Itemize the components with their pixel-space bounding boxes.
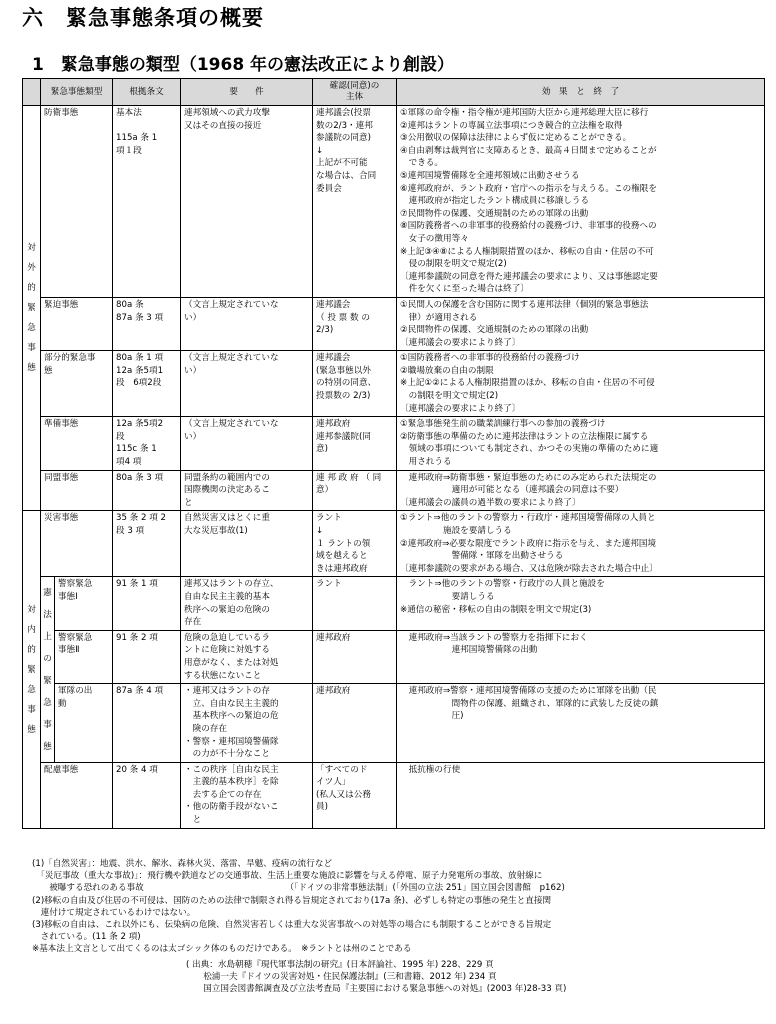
sources: ( 出典：水島朝穂『現代軍事法制の研究』(日本評論社、1995 年) 228、229 頁 松浦一夫『ドイツの災害対処・住民保護法制』(三和書籍、2012 年) 234 頁 国立国会図書館調査及び立法考査局『主要国における緊急事態への対処』(2003 年)28-33 頁) [186, 960, 567, 994]
row-type: 軍隊の出 動 [55, 684, 113, 763]
row-requirement: 危険の急迫しているラ ントに危険に対処する 用意がなく、または対処 する状態にないこと [181, 630, 313, 683]
row-requirement: （文言上規定されていな い） [181, 417, 313, 470]
group-internal-label: 対 内 的 緊 急 事 態 [23, 511, 41, 828]
row-article: 80a 条 1 項 12a 条5項1 段 6項2段 [113, 351, 181, 417]
row-consent: ラント [313, 577, 397, 630]
row-effect: ①緊急事態発生前の職業訓練行事への参加の義務づけ ②防衛事態の準備のために連邦法律はラントの立法権限に属する 領域の事項についても制定され、かつその実施の準備のために適 用されうる [397, 417, 765, 470]
row-type: 準備事態 [41, 417, 113, 470]
row-effect: 抵抗権の行使 [397, 762, 765, 828]
table-row [23, 684, 765, 763]
row-consent: 連邦政府 [313, 684, 397, 763]
row-article: 87a 条 4 項 [113, 684, 181, 763]
row-type: 災害事態 [41, 511, 113, 577]
row-article: 35 条 2 項 2 段 3 項 [113, 511, 181, 577]
row-type: 配慮事態 [41, 762, 113, 828]
row-effect: ①民間人の保護を含む国防に関する連邦法律（個別的緊急事態法 律）が適用される ②民間物件の保護、交通規制のための軍隊の出動 〔連邦議会の要求により終了〕 [397, 297, 765, 350]
table-row [23, 511, 765, 577]
table-row [23, 297, 765, 350]
row-type: 警察緊急 事態Ⅱ [55, 630, 113, 683]
header-type: 緊急事態類型 [41, 79, 113, 106]
subgroup-constitutional-label: 憲 法 上 の 緊 急 事 態 [41, 577, 55, 762]
footnotes: (1)「自然災害」：地震、洪水、解氷、森林火災、落雷、旱魃、疫病の流行など 「災厄事故（重大な事故)」：飛行機や鉄道などの交通事故、生活上重要な施設に影響を与える停電、原子力発電所の事故、放射線に 被曝する恐れのある事故 （「ドイツの非常事態法制」(「外国の立法 251」国立国会図書館 p162) (2)移転の自由及び住居の不可侵は、国防のための法律で制限され得る旨規定されており(17a 条)、必ずしも特定の事態の発生と直接関 連付けて規定されているわけではない。 (3)移転の自由は、これ以外にも、伝染病の危険、自然災害若しくは重大な災害事故への対処等の場合にも制限することができる旨規定 されている。(11 条 2 項) ※基本法上文言として出てくるのは太ゴシック体のものだけである。 ※ラントとは州のことである [32, 859, 565, 955]
row-requirement: ・この秩序［自由な民主 主義的基本秩序］を除 去する企ての存在 ・他の防衛手段がないこ と [181, 762, 313, 828]
section-heading: 六 緊急事態条項の概要 [22, 6, 264, 30]
row-consent: 連邦議会 (緊急事態以外 の特別の同意、 投票数の 2/3) [313, 351, 397, 417]
table-row [23, 351, 765, 417]
row-consent: 連邦議会 （ 投 票 数 の 2/3) [313, 297, 397, 350]
row-effect: ①軍隊の命令権・指令権が連邦国防大臣から連邦総理大臣に移行 ②連邦はラントの専属立法事項につき競合的立法権を取得 ③公用徴収の保障は法律によらず仮に定めることができる。 ④自由剥奪は裁判官に支障あるとき、最高４日間まで定めることが できる。 ⑤連邦国境警備隊を全連邦領域に出動させうる ⑥連邦政府が、ラント政府・官庁への指示を与えうる。この権限を 連邦政府が指定したラント構成員に移譲しうる ⑦民間物件の保護、交通規制のための軍隊の出動 ⑧国防義務者への非軍事的役務給付の義務づけ、非軍事的役務への 女子の徴用等々 ※上記③④⑧による人権制限措置のほか、移転の自由・住居の不可 侵の制限を明文で規定(2) 〔連邦参議院の同意を得た連邦議会の要求により、又は事態認定要 件を欠くに至った場合は終了〕 [397, 106, 765, 298]
row-requirement: 連邦又はラントの存立、 自由な民主主義的基本 秩序への緊迫の危険の 存在 [181, 577, 313, 630]
row-article: 80a 条 3 項 [113, 470, 181, 511]
row-effect: ①国防義務者への非軍事的役務給付の義務づけ ②職場放棄の自由の制限 ※上記①②による人権制限措置のほか、移転の自由・住居の不可侵 の制限を明文で規定(2) 〔連邦議会の要求により終了〕 [397, 351, 765, 417]
row-effect: ラント⇒他のラントの警察・行政庁の人員と施設を 要請しうる ※通信の秘密・移転の自由の制限を明文で規定(3) [397, 577, 765, 630]
header-requirement: 要 件 [181, 79, 313, 106]
row-type: 警察緊急 事態Ⅰ [55, 577, 113, 630]
row-requirement: （文言上規定されていな い） [181, 297, 313, 350]
table-header-row [23, 79, 765, 106]
row-consent: 「すべてのド イツ人」 (私人又は公務 員) [313, 762, 397, 828]
row-requirement: 連邦領域への武力攻撃 又はその直接の接近 [181, 106, 313, 298]
row-article: 91 条 2 項 [113, 630, 181, 683]
row-article: 基本法 115a 条 1 項１段 [113, 106, 181, 298]
table-row [23, 630, 765, 683]
header-blank [23, 79, 41, 106]
row-type: 緊迫事態 [41, 297, 113, 350]
row-effect: ①ラント⇒他のラントの警察力・行政庁・連邦国境警備隊の人員と 施設を要請しうる ②連邦政府⇒必要な限度でラント政府に指示を与え、また連邦国境 警備隊・軍隊を出動させうる 〔連邦参議院の要求がある場合、又は危険が除去された場合中止〕 [397, 511, 765, 577]
header-article: 根拠条文 [113, 79, 181, 106]
subsection-heading: 1 緊急事態の類型（1968 年の憲法改正により創設） [32, 55, 455, 75]
header-consent: 確認(同意)の 主体 [313, 79, 397, 106]
row-article: 12a 条5項2 段 115c 条 1 項4 項 [113, 417, 181, 470]
row-type: 部分的緊急事 態 [41, 351, 113, 417]
row-effect: 連邦政府⇒警察・連邦国境警備隊の支援のために軍隊を出動（民 間物件の保護、組織され、軍隊的に武装した反徒の鎮 圧) [397, 684, 765, 763]
row-consent: 連邦政府 [313, 630, 397, 683]
row-consent: 連 邦 政 府 （ 同 意） [313, 470, 397, 511]
group-external-label: 対 外 的 緊 急 事 態 [23, 106, 41, 511]
row-requirement: 同盟条約の範囲内での 国際機関の決定あるこ と [181, 470, 313, 511]
table-row [23, 106, 765, 298]
table-row [23, 762, 765, 828]
emergency-types-table [22, 78, 765, 829]
row-consent: 連邦政府 連邦参議院(同 意) [313, 417, 397, 470]
row-type: 防衛事態 [41, 106, 113, 298]
row-requirement: （文言上規定されていな い） [181, 351, 313, 417]
row-article: 80a 条 87a 条 3 項 [113, 297, 181, 350]
table-row [23, 470, 765, 511]
row-requirement: 自然災害又はとくに重 大な災厄事故(1) [181, 511, 313, 577]
row-consent: 連邦議会(投票 数の2/3・連邦 参議院の同意) ↓ 上記が不可能 な場合は、合同 委員会 [313, 106, 397, 298]
row-type: 同盟事態 [41, 470, 113, 511]
row-effect: 連邦政府⇒防衛事態・緊迫事態のためにのみ定められた法規定の 適用が可能となる（連邦議会の同意は不要） 〔連邦議会の議員の過半数の要求により終了〕 [397, 470, 765, 511]
row-article: 20 条 4 項 [113, 762, 181, 828]
header-effect: 効 果 と 終 了 [397, 79, 765, 106]
table-row [23, 577, 765, 630]
table-row [23, 417, 765, 470]
row-effect: 連邦政府⇒当該ラントの警察力を指揮下におく 連邦国境警備隊の出動 [397, 630, 765, 683]
row-article: 91 条 1 項 [113, 577, 181, 630]
row-consent: ラント ↓ １ ラントの領 域を越えると きは連邦政府 [313, 511, 397, 577]
row-requirement: ・連邦又はラントの存 立、自由な民主主義的 基本秩序への緊迫の危 険の存在 ・警察・連邦国境警備隊 の力が不十分なこと [181, 684, 313, 763]
